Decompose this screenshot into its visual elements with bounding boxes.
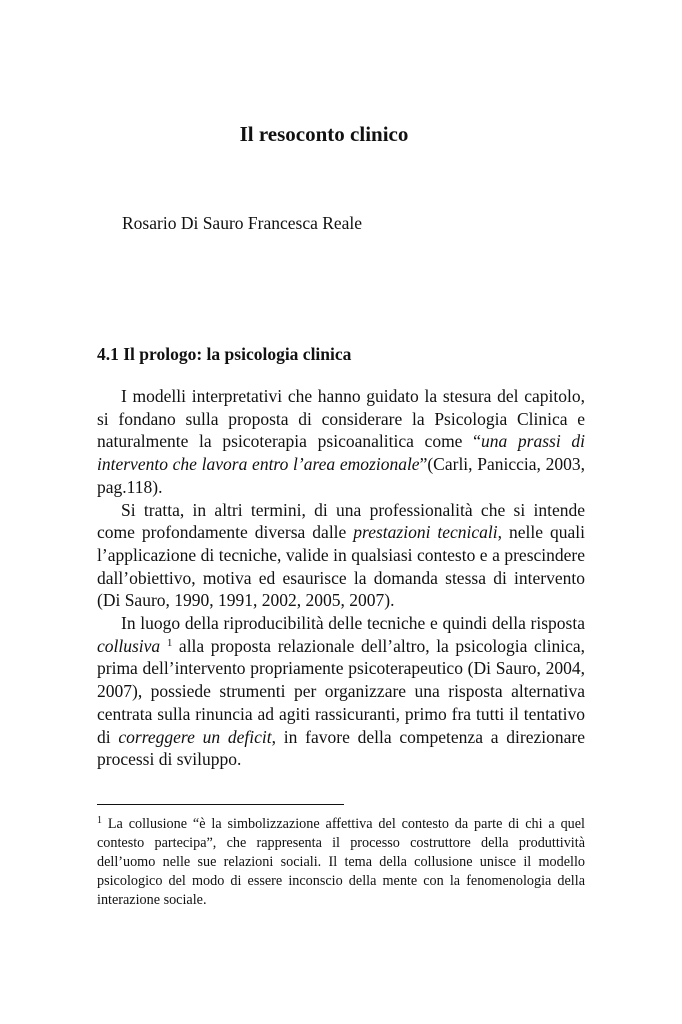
paragraph-3-text-a: In luogo della riproducibilità delle tecniche e quindi della risposta <box>121 613 585 634</box>
footnote-reference[interactable]: 1 <box>166 636 173 649</box>
paragraph-1 <box>97 385 585 499</box>
paragraph-1-quote: una prassi di intervento che lavora entro l’area emozionale <box>97 431 586 475</box>
paragraph-2-text-b: , nelle quali l’applicazione di tecniche, valide in qualsiasi contesto e a prescindere dall’obiettivo, motiva ed esaurisce la domanda stessa di intervento (Di Sauro, 1990, 1991, 2002, 2005, 2007). <box>97 522 586 611</box>
body-text <box>97 385 585 771</box>
page-title: Il resoconto clinico <box>239 122 409 146</box>
paragraph-2-text-a: Si tratta, in altri termini, di una professionalità che si intende come profondamente diversa dalle <box>97 499 585 543</box>
footnote-divider <box>97 804 344 805</box>
authors-line: Rosario Di Sauro Francesca Reale <box>122 213 363 233</box>
paragraph-2-emphasis: prestazioni tecnicali <box>353 522 498 543</box>
paragraph-3 <box>97 612 585 771</box>
paragraph-1-text-b: ”(Carli, Paniccia, 2003, pag.118). <box>97 454 585 497</box>
paragraph-2 <box>97 499 585 613</box>
footnote-marker: 1 <box>97 815 102 826</box>
paragraph-1-text-a: I modelli interpretativi che hanno guidato la stesura del capitolo, si fondano sulla proposta di considerare la Psicologia Clinica e naturalmente la psicoterapia psicoanalitica come “ <box>97 386 585 452</box>
footnote-text: La collusione “è la simbolizzazione affettiva del contesto da parte di chi a quel contesto partecipa”, che rappresenta il processo costruttore della produttività dell’uomo nelle sue relazioni sociali. Il tema della collusione unisce il modello psicologico del modo di essere inconscio della mente con la fenomenologia della interazione sociale. <box>97 816 585 909</box>
paragraph-3-text-b: alla proposta relazionale dell’altro, la psicologia clinica, prima dell’intervento propriamente psicoterapeutico (Di Sauro, 2004, 2007), possiede strumenti per organizzare una risposta alternativa centrata sulla rinuncia ad agiti rassicuranti, primo fra tutti il tentativo di <box>97 635 585 747</box>
footnote <box>97 815 585 910</box>
paragraph-3-emphasis-a: collusiva <box>97 635 161 656</box>
paragraph-3-text-c: , in favore della competenza a direzionare processi di sviluppo. <box>97 726 585 770</box>
paragraph-3-emphasis-b: correggere un deficit <box>118 726 272 747</box>
section-heading: 4.1 Il prologo: la psicologia clinica <box>97 344 352 364</box>
